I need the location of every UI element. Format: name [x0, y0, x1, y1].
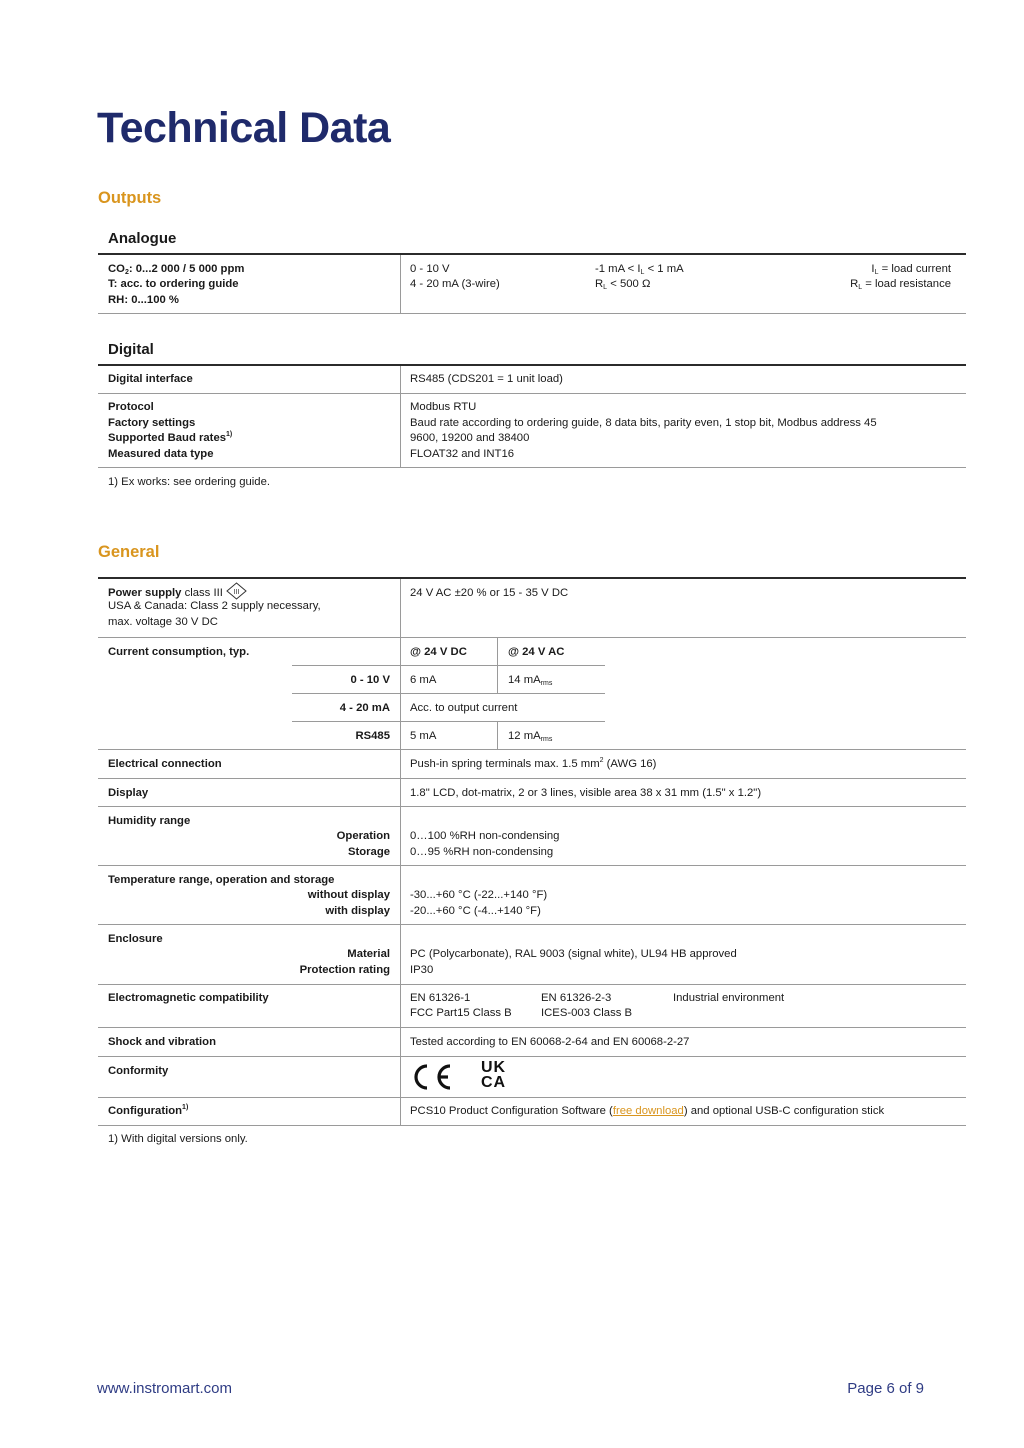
temperature-with-display-value: -20...+60 °C (-4...+140 °F)	[410, 905, 541, 917]
temperature-without-display-label: without display	[307, 889, 390, 901]
ukca-mark-top: UK	[481, 1059, 507, 1076]
subtable-rule	[292, 665, 605, 666]
enclosure-material-value: PC (Polycarbonate), RAL 9003 (signal white), UL94 HB approved	[410, 948, 737, 960]
electrical-connection-value: Push-in spring terminals max. 1.5 $mm^2$ (AWG 16)	[410, 757, 657, 770]
table-row-rule	[98, 393, 966, 394]
humidity-range-label: Humidity range	[108, 815, 191, 827]
emc-standard: ICES-003 Class B	[541, 1007, 633, 1019]
analogue-label-rh: RH: 0...100 %	[108, 294, 179, 306]
ukca-mark-bottom: CA	[481, 1074, 507, 1091]
power-supply-note-1: USA & Canada: Class 2 supply necessary,	[108, 600, 321, 612]
subtable-divider	[497, 722, 498, 750]
current-row-ac: 14 $mA_{rms}$	[508, 674, 553, 687]
humidity-operation-label: Operation	[336, 830, 390, 842]
enclosure-label: Enclosure	[108, 933, 163, 945]
digital-interface-value: RS485 (CDS201 = 1 unit load)	[410, 373, 563, 385]
protocol-label: Protocol	[108, 401, 154, 413]
humidity-storage-label: Storage	[347, 846, 390, 858]
display-label: Display	[108, 787, 149, 799]
enclosure-protection-value: IP30	[410, 964, 434, 976]
current-col-ac: @ 24 V AC	[508, 646, 565, 658]
svg-text:III: III	[233, 589, 240, 596]
subsection-heading-digital: Digital	[108, 341, 154, 358]
current-row-dc: 5 mA	[410, 730, 437, 742]
table-row-rule	[98, 778, 966, 779]
footnote-digital-versions: 1) With digital versions only.	[108, 1133, 248, 1145]
current-row-label: RS485	[355, 730, 390, 742]
shock-vibration-label: Shock and vibration	[108, 1036, 216, 1048]
conformity-label: Conformity	[108, 1065, 169, 1077]
shock-vibration-value: Tested according to EN 60068-2-64 and EN 60068-2-27	[410, 1036, 690, 1048]
analogue-signal-voltage: 0 - 10 V	[410, 263, 450, 275]
column-divider	[400, 579, 401, 1125]
baud-rates-label: Supported Baud rates$^{1)}$	[108, 431, 233, 444]
factory-settings-value: Baud rate according to ordering guide, 8 data bits, parity even, 1 stop bit, Modbus address 45	[410, 417, 877, 429]
current-row-ac: 12 $mA_{rms}$	[508, 730, 553, 743]
current-row-dc: 6 mA	[410, 674, 437, 686]
protocol-value: Modbus RTU	[410, 401, 477, 413]
table-row-rule	[98, 984, 966, 985]
analogue-label-co2: $CO_2$: 0...2 000 / 5 000 ppm	[108, 263, 245, 276]
temperature-with-display-label: with display	[325, 905, 390, 917]
factory-settings-label: Factory settings	[108, 417, 196, 429]
temperature-range-label: Temperature range, operation and storage	[108, 874, 335, 886]
page-title: Technical Data	[97, 104, 391, 152]
current-row-label: 4 - 20 mA	[339, 702, 390, 714]
emc-environment: Industrial environment	[673, 992, 785, 1004]
footnote-ex-works: 1) Ex works: see ordering guide.	[108, 476, 271, 488]
emc-standard: EN 61326-1	[410, 992, 471, 1004]
table-row-rule	[98, 467, 966, 468]
analogue-note-load-current: $I_L$ = load current	[871, 263, 951, 276]
footer-website-link[interactable]: www.instromart.com	[97, 1380, 233, 1397]
analogue-note-load-resistance: $R_L$ = load resistance	[850, 278, 951, 291]
baud-rates-value: 9600, 19200 and 38400	[410, 432, 530, 444]
enclosure-protection-label: Protection rating	[299, 964, 390, 976]
current-row-label: 0 - 10 V	[350, 674, 390, 686]
current-consumption-label: Current consumption, typ.	[108, 646, 250, 658]
data-type-label: Measured data type	[108, 448, 214, 460]
table-row-rule	[98, 1056, 966, 1057]
table-row-rule	[98, 1125, 966, 1126]
column-divider	[400, 366, 401, 468]
subtable-rule	[292, 693, 605, 694]
emc-standard: FCC Part15 Class B	[410, 1007, 512, 1019]
emc-standard: EN 61326-2-3	[541, 992, 612, 1004]
ukca-mark-icon	[481, 1060, 515, 1090]
display-value: 1.8" LCD, dot-matrix, 2 or 3 lines, visible area 38 x 31 mm (1.5" x 1.2")	[410, 787, 762, 799]
current-row-dc: Acc. to output current	[410, 702, 518, 714]
table-row-rule	[98, 924, 966, 925]
analogue-label-t: T: acc. to ordering guide	[108, 278, 239, 290]
subtable-divider	[497, 666, 498, 694]
table-top-rule	[98, 577, 966, 579]
power-supply-note-2: max. voltage 30 V DC	[108, 616, 218, 628]
table-row-rule	[98, 637, 966, 638]
subtable-rule	[292, 721, 605, 722]
table-row-rule	[98, 1027, 966, 1028]
data-type-value: FLOAT32 and INT16	[410, 448, 515, 460]
power-supply-value: 24 V AC ±20 % or 15 - 35 V DC	[410, 587, 569, 599]
enclosure-material-label: Material	[347, 948, 390, 960]
subsection-heading-analogue: Analogue	[108, 230, 177, 247]
humidity-operation-value: 0…100 %RH non-condensing	[410, 830, 560, 842]
temperature-without-display-value: -30...+60 °C (-22...+140 °F)	[410, 889, 548, 901]
section-heading-outputs: Outputs	[98, 189, 162, 207]
analogue-limit-current: $R_L < 500$ Ω	[595, 278, 651, 291]
footer-page-number: Page 6 of 9	[847, 1380, 924, 1397]
table-row-rule	[98, 865, 966, 866]
analogue-signal-current: 4 - 20 mA (3-wire)	[410, 278, 500, 290]
table-row-rule	[98, 806, 966, 807]
emc-label: Electromagnetic compatibility	[108, 992, 269, 1004]
table-row-rule	[98, 749, 966, 750]
humidity-storage-value: 0…95 %RH non-condensing	[410, 846, 554, 858]
section-heading-general: General	[98, 543, 160, 561]
protection-class-iii-icon	[226, 582, 247, 600]
table-row-rule	[98, 1097, 966, 1098]
table-row-rule	[98, 313, 966, 314]
free-download-link[interactable]: free download	[612, 1105, 684, 1117]
table-top-rule	[98, 364, 966, 366]
digital-interface-label: Digital interface	[108, 373, 193, 385]
configuration-label: Configuration$^{1)}$	[108, 1104, 189, 1117]
current-col-dc: @ 24 V DC	[410, 646, 467, 658]
subtable-divider	[497, 638, 498, 666]
electrical-connection-label: Electrical connection	[108, 758, 222, 770]
table-top-rule	[98, 253, 966, 255]
configuration-value: PCS10 Product Configuration Software (free download) and optional USB-C configuration stick	[410, 1105, 885, 1117]
ce-mark-icon	[410, 1062, 454, 1097]
column-divider	[400, 255, 401, 313]
power-supply-label: Power supply class III III	[108, 584, 247, 602]
analogue-limit-voltage: -1 mA < $I_L < 1$ mA	[595, 263, 684, 276]
